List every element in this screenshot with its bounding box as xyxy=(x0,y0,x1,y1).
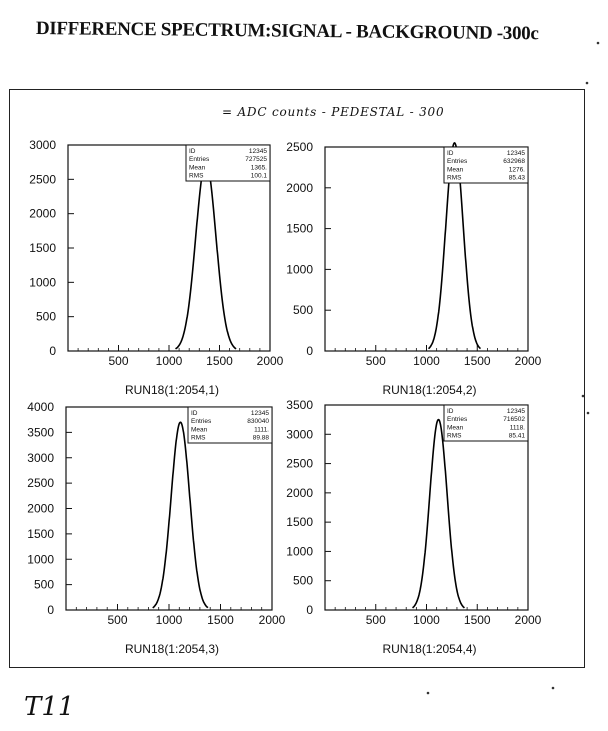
stats-value: 1111. xyxy=(254,426,269,434)
stats-label: Mean xyxy=(447,166,464,174)
stats-label: ID xyxy=(189,148,196,155)
y-tick-label: 1500 xyxy=(27,526,54,541)
y-tick-label: 2500 xyxy=(286,140,313,154)
stats-label: Mean xyxy=(189,164,206,172)
stats-value: 12345 xyxy=(506,408,525,415)
scan-speck xyxy=(582,395,585,398)
y-tick-label: 4000 xyxy=(27,400,54,414)
x-tick-label: 2000 xyxy=(514,354,542,368)
stats-value: 632968 xyxy=(503,158,525,166)
stats-value: 1276. xyxy=(508,166,525,174)
x-tick-label: 1000 xyxy=(413,613,440,627)
x-tick-label: 1000 xyxy=(413,354,440,368)
x-axis-label: RUN18(1:2054,4) xyxy=(382,642,477,656)
stats-value: 12345 xyxy=(250,410,269,417)
histogram-curve xyxy=(153,422,208,608)
scan-speck xyxy=(587,412,590,415)
stats-value: 12345 xyxy=(248,148,267,155)
histogram-curve xyxy=(176,162,237,349)
y-tick-label: 500 xyxy=(35,309,56,324)
y-tick-label: 500 xyxy=(292,573,313,588)
x-axis-label: RUN18(1:2054,1) xyxy=(124,383,220,397)
stats-label: RMS xyxy=(447,432,462,440)
y-tick-label: 2000 xyxy=(286,180,313,195)
scan-speck xyxy=(552,687,555,690)
stats-value: 1118. xyxy=(509,424,525,432)
y-tick-label: 1000 xyxy=(29,275,56,290)
stats-value: 100.1 xyxy=(250,172,267,180)
y-tick-label: 0 xyxy=(306,344,313,358)
x-tick-label: 1500 xyxy=(206,354,233,368)
scan-speck xyxy=(586,82,589,85)
stats-value: 1365. xyxy=(250,164,267,172)
y-tick-label: 1000 xyxy=(27,552,54,567)
stats-label: RMS xyxy=(447,174,462,182)
x-tick-label: 1500 xyxy=(463,613,491,627)
x-tick-label: 500 xyxy=(107,613,128,627)
y-tick-label: 2500 xyxy=(29,172,56,187)
stats-label: Entries xyxy=(191,418,212,426)
y-tick-label: 1000 xyxy=(286,262,313,277)
stats-label: ID xyxy=(447,150,454,157)
y-tick-label: 2000 xyxy=(286,485,313,500)
stats-label: Entries xyxy=(189,156,210,164)
x-tick-label: 2000 xyxy=(258,613,286,627)
y-tick-label: 1500 xyxy=(29,241,56,255)
y-tick-label: 2500 xyxy=(286,456,313,471)
stats-label: Mean xyxy=(191,426,208,434)
x-tick-label: 1500 xyxy=(463,354,491,368)
y-tick-label: 2000 xyxy=(29,206,56,221)
handwritten-note: = ADC counts - PEDESTAL - 300 xyxy=(222,105,445,119)
stats-value: 830040 xyxy=(247,418,269,426)
histogram-panel-4 xyxy=(286,398,541,656)
y-tick-label: 1500 xyxy=(286,221,313,236)
y-tick-label: 500 xyxy=(292,303,313,318)
y-tick-label: 2500 xyxy=(27,476,54,491)
histogram-panel-1 xyxy=(29,138,283,397)
x-tick-label: 500 xyxy=(108,354,129,368)
y-tick-label: 1500 xyxy=(286,515,313,530)
y-tick-label: 3000 xyxy=(27,450,54,465)
x-tick-label: 500 xyxy=(365,354,386,368)
stats-value: 85.41 xyxy=(508,432,525,440)
stats-value: 85.43 xyxy=(508,174,525,182)
x-tick-label: 1000 xyxy=(155,613,183,627)
stats-label: Mean xyxy=(447,424,464,432)
y-tick-label: 0 xyxy=(306,603,313,617)
y-tick-label: 3000 xyxy=(29,138,56,152)
histogram-panel-2 xyxy=(286,140,541,397)
stats-label: ID xyxy=(191,410,198,417)
stats-label: RMS xyxy=(191,434,206,442)
stats-label: RMS xyxy=(189,172,204,180)
page-title: DIFFERENCE SPECTRUM:SIGNAL - BACKGROUND -300c xyxy=(35,18,539,45)
y-tick-label: 3500 xyxy=(27,425,54,440)
y-tick-label: 2000 xyxy=(27,501,54,516)
histogram-panel-3 xyxy=(27,400,285,656)
stats-label: Entries xyxy=(447,416,468,424)
histogram-curve xyxy=(413,420,465,608)
stats-label: Entries xyxy=(447,158,468,166)
x-tick-label: 2000 xyxy=(256,354,284,368)
scan-speck xyxy=(427,692,430,695)
y-tick-label: 3000 xyxy=(286,427,313,442)
stats-value: 727525 xyxy=(245,156,267,164)
stats-value: 716502 xyxy=(503,416,525,424)
scan-speck xyxy=(597,42,600,45)
x-axis-label: RUN18(1:2054,2) xyxy=(382,383,477,397)
y-tick-label: 0 xyxy=(47,603,54,617)
y-tick-label: 1000 xyxy=(286,544,313,559)
y-tick-label: 0 xyxy=(49,344,56,358)
y-tick-label: 3500 xyxy=(286,398,313,412)
x-tick-label: 500 xyxy=(365,613,386,627)
corner-label: T11 xyxy=(24,692,75,722)
stats-value: 12345 xyxy=(506,150,525,157)
x-axis-label: RUN18(1:2054,3) xyxy=(124,642,220,656)
y-tick-label: 500 xyxy=(33,577,54,592)
x-tick-label: 2000 xyxy=(514,613,542,627)
x-tick-label: 1000 xyxy=(155,354,183,368)
stats-value: 89.88 xyxy=(252,434,269,442)
x-tick-label: 1500 xyxy=(207,613,234,627)
stats-label: ID xyxy=(447,408,454,415)
